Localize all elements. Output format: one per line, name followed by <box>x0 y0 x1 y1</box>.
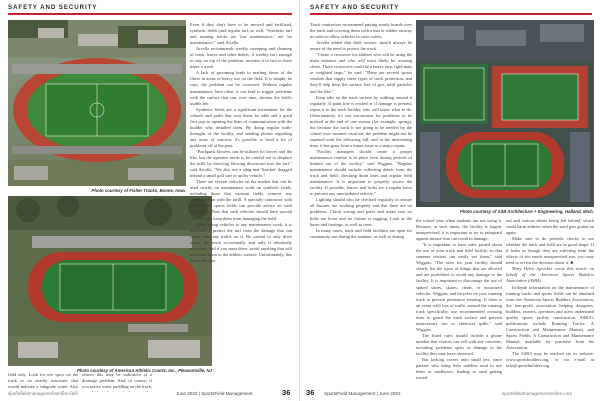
paragraph: The ASBA may be reached via its website: www.sportsbuilders.org, or via e-mail at info@sportsbuilders.org. <box>506 351 594 369</box>
complex-aerial-photo <box>416 20 594 207</box>
page-number: 36 <box>306 388 315 397</box>
paragraph: out and various debris being left behind, which could harm athletes when the sand gets gotten on again. <box>506 218 594 236</box>
left-page-footer <box>0 387 300 401</box>
footer-issue: SportsField Management | June 2022 <box>324 391 401 396</box>
stadium-aerial-illustration <box>8 20 186 186</box>
section-rule <box>8 13 292 15</box>
paragraph: Lighting should also be checked regularly to ensure all fixtures are working properly and that there are no problems. Check wiring and poles and make sure no bolts are loose and no fixture is sagging. Look at the bases and footings, as well as trees. <box>310 197 412 227</box>
photo-caption-2: Photo courtesy of American Athletic Courts, Inc., Pleasantville, NJ <box>76 368 212 373</box>
paragraph: When using vehicles to any maintenance work, it is essential to protect the turf from the damage that can result from any traffic on it. Be careful to only drive across the track occasionally and only if absolutely necessary, and if you must drive, avoid anything that will not cause harm to the athletic surface. Unfortunately, this is not the case. <box>190 221 292 263</box>
author-bio: Mary Helen Sprecher wrote this article on behalf of the American Sports Builders Association (ASBA). <box>506 266 594 284</box>
paragraph: others; this may be indicative of a drainage problem. And, of course, if you notice water puddling on the track, <box>82 372 152 390</box>
paragraph: Synthetic fields are a significant investment for the schools and parks that own them, he adds and a good first step to opening the lines of communication with the builder who installed them. By doing regular walk-throughs of the facility, and sending photos regarding any areas of concern, it's possible to head a lot of problems off at the pass. <box>190 106 292 148</box>
right-page-footer <box>300 387 600 401</box>
body-column-1 <box>310 22 412 390</box>
section-rule <box>310 13 592 15</box>
paragraph: "Create a crossover for athletes who will be using the main entrance and who will most likely be wearing cleats. These crossovers could be a heavy tarp, rigid mats or weighted tarps," he said. "There are several sports vendors that supply these types of track protection, and they'll help keep the surface free of grit, infill particles and the like." <box>310 52 412 94</box>
paragraph: Even if they don't have to be mowed and fertilized, synthetic fields (and regular turf, as well, "Synthetic turf and running tracks are 'low maintenance,' not 'no maintenance,'" said Arcella. <box>190 22 292 46</box>
paragraph: Keep tabs on the track surface by walking around it regularly. If paint line is eroded or if damage is present, report it to the track builder, who will know what to do. Unfortunately, it's not uncommon for problems to be noticed at the end of one season (for example, spring), but because the track is not going to be needed by the school over summer vacation, the problem might not be repaired until the following fall, and in the intervening time, it has gone from a minor issue to a major repair. <box>310 94 412 148</box>
photo-caption: Photo courtesy of SSB Architecture + Engineering, Holland, Mich. <box>459 209 594 214</box>
paragraph: "Facility managers should create a proper maintenance routine is in place even during periods of limited use of the facility," said Wiggins. "Regular maintenance should include collecting debris from the track and field, checking drain lines and regular field maintenance. It is important to properly secure the facility. If possible, fences and locks are a regular basis to prevent any unscheduled activity." <box>310 148 412 197</box>
paragraph: Arcella added that field owners should always be aware of the need to protect the track. <box>310 40 412 52</box>
paragraph: "It is important to have rules posted about the use of your track and field facility, so that summer visitors can easily see them," said Wiggins. "The rules for your facility should clearly list the types of things that are allowed and are prohibited to avoid any damage to the facility. It is important to discourage the use of spiked shoes, skates, cleats, or motorized vehicles. Wiggins, and bicycles on your running track to prevent premature wearing. If there is an event with lots of traffic around the running track specifically, use recommended crossing mats to guard the track surface and prevent unnecessary tire or chemical spills," said Wiggins. <box>416 242 502 332</box>
paragraph: But locking covers onto small jets, since parents who bring their toddlers tend to use them as sandboxes, leading to sand getting tossed <box>416 357 502 381</box>
paragraph: In-depth information on the maintenance of running tracks and sports fields can be obtained from the American Sports Builders Association, the non-profit association helping designers, builders, owners, operators and users understand quality sports facility construction. ASBA's publications include Running Tracks: A Construction and Maintenance Manual, and Sports Fields: A Construction and Maintenance Manual, available for purchase from the Association. <box>506 284 594 350</box>
paragraph: Arcella recommends weekly sweeping and cleaning of trash, leaves and other debris, if weekly isn't enough to stay on top of the problem, increase it to two to three times a week. <box>190 46 292 70</box>
paragraph: In many cases, track and field facilities are open for community use during the summer, as well as during <box>310 227 412 239</box>
page-number: 36 <box>282 388 291 397</box>
paragraph: There are several vehicles on the market that can be used strictly on maintenance work on synthetic fields, including those that vacuum fields, remove any contamination with the infill. A specialty contractor with expertise in sports fields can provide advice on such equipment. Note that such vehicles should have special surfaces that keep them from damaging the field. <box>190 179 292 221</box>
section-heading: SAFETY AND SECURITY <box>8 4 98 11</box>
body-column-right <box>190 22 292 390</box>
paragraph: Make sure to do periodic checks to see whether the track and field are in good shape. If it looks as though they are suffering from the effects of too much unsupervised use, you may need to revisit the decision about it. ■ <box>506 236 594 266</box>
paragraph: Track contractors recommend putting sturdy boards over the track and covering them with a mat or rubber runway in order to allow vehicles to cross safely. <box>310 22 412 40</box>
paragraph: The listed rules should include a phone number that visitors can call with any concerns, including problems spots or damage to the facility they may have observed. <box>416 332 502 357</box>
paragraph: A lack of grooming leads to matting down of the fibers in areas of heavy use on the field. It is simple, he says, the problem can be corrected. Without regular maintenance, here often, it can lead to trigger problems with the surface that can, over time, shorten the field's usable life. <box>190 70 292 106</box>
section-heading: SAFETY AND SECURITY <box>310 4 400 11</box>
footer-url[interactable]: sportsfieldmanagementonline.com <box>8 391 78 396</box>
footer-url[interactable]: sportsfieldmanagementonline.com <box>502 391 572 396</box>
footer-issue: June 2022 | SportsField Management <box>176 391 253 396</box>
stadium-aerial-photo <box>8 20 186 186</box>
track-aerial-photo <box>8 196 212 366</box>
photo-caption-1: Photo courtesy of Fisher Tracks, Boone, Iowa. <box>91 188 186 193</box>
body-column-2 <box>416 218 502 390</box>
body-column-3 <box>506 218 594 390</box>
right-page <box>300 0 600 401</box>
paragraph: "Backpack blowers can be utilized for leaves and the like, but the operator needs to be careful not to displace the infill by directing blowing downward into the turf," said Arcella. "We also use a sling-mat 'finisher' dragged behind a small golf cart or utility vehicle." <box>190 148 292 179</box>
paragraph: the school year when students are not using it. Because, at such times, the facility is largely unsupervised, it is important to try to safeguard against misuse that can result in damage. <box>416 218 502 242</box>
complex-aerial-illustration <box>416 20 594 207</box>
track-aerial-illustration <box>8 196 212 366</box>
paragraph: field only. Look for wet spots on the track or on nearby structures that would indicate a subgrade water. Also <box>8 372 78 390</box>
